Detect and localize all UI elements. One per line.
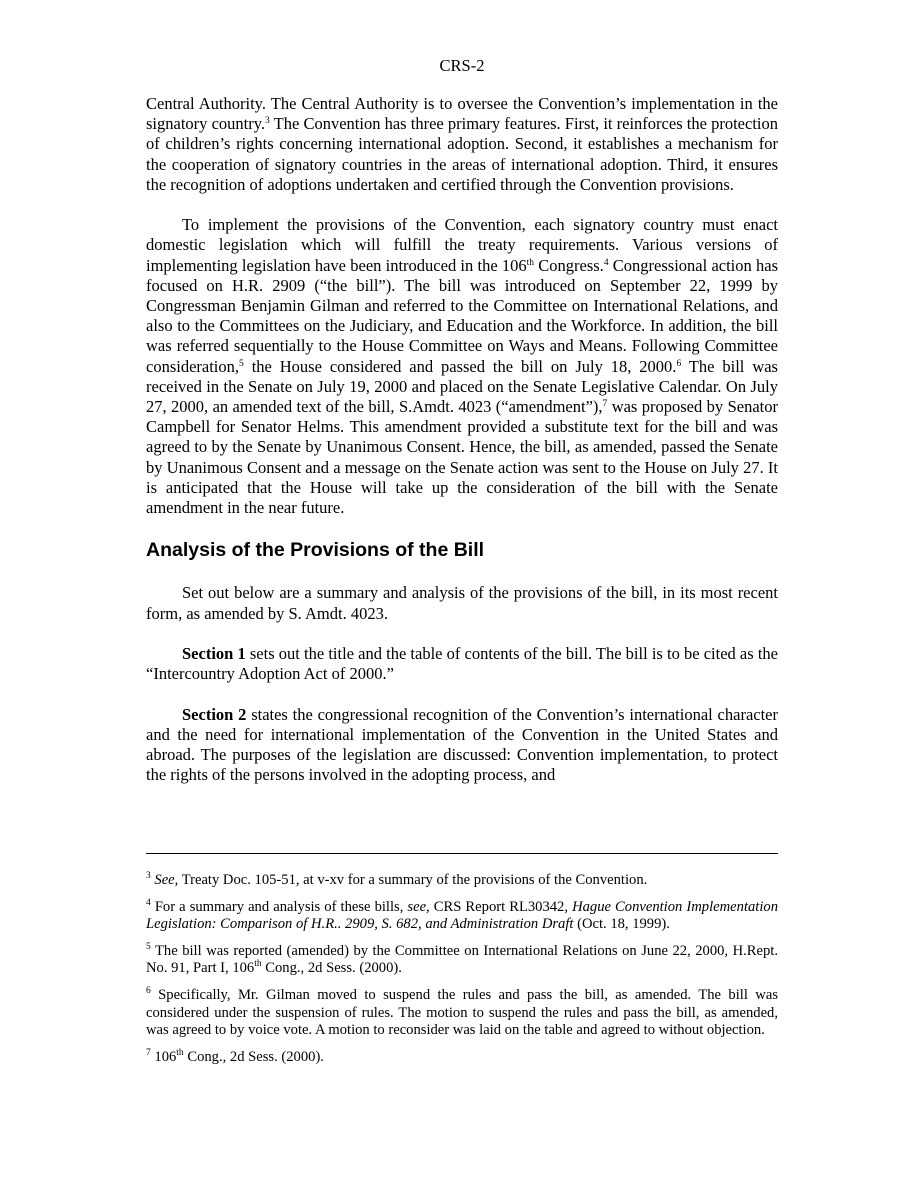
italic-title: Hague Convention Implementation Legislation: Comparison of H.R.. 2909, S. 682, and Administration Draft xyxy=(146,898,778,933)
paragraph-section-1 xyxy=(146,644,778,684)
text: Congressional action has focused on H.R. 2909 (“the bill”). The bill was introduced on September 22, 1999 by Congressman Benjamin Gilman and referred to the Committee on International Relations, and also to the Committees on the Judiciary, and Education and the Workforce. In addition, the bill was referred sequentially to the House Committee on Ways and Means. Following Committee consideration, xyxy=(146,255,778,376)
footnote-number: 4 xyxy=(146,897,151,908)
text: 106 xyxy=(150,1048,177,1065)
paragraph-section-2 xyxy=(146,705,778,786)
footnote-ref-3[interactable]: 3 xyxy=(265,116,270,127)
italic-text: see, xyxy=(407,898,430,915)
text: To implement the provisions of the Convention, each signatory country must enact domestic legislation which will fulfill the treaty requirements. Various versions of implementing legislation have been introduced in the 106 xyxy=(146,215,778,275)
text: The bill was received in the Senate on July 19, 2000 and placed on the Senate Legislative Calendar. On July 27, 2000, an amended text of the bill, S.Amdt. 4023 (“amendment”), xyxy=(146,356,778,417)
text: , Treaty Doc. 105-51, at v-xv for a summary of the provisions of the Convention. xyxy=(174,872,648,888)
footnote-number: 6 xyxy=(146,985,151,996)
text: (Oct. 18, 1999). xyxy=(573,916,670,933)
paragraph-1 xyxy=(146,94,778,195)
text: The Convention has three primary features. First, it reinforces the protection of children’s rights concerning international adoption. Second, it establishes a mechanism for the cooperation of signatory countries in the areas of international adoption. Third, it ensures the recognition of adoptions undertaken and certified through the Convention provisions. xyxy=(146,114,778,194)
paragraph-2 xyxy=(146,215,778,518)
page-header: CRS-2 xyxy=(439,56,485,75)
footnote-number: 3 xyxy=(146,871,151,881)
paragraph-3: Set out below are a summary and analysis of the provisions of the bill, in its most recent form, as amended by S. Amdt. 4023. xyxy=(146,583,778,623)
text: states the congressional recognition of the Convention’s international character and the need for international implementation of the Convention in the United States and abroad. The purposes of the legislation are discussed: Convention implementation, to protect the rights of the persons involved in the adopting process, and xyxy=(146,704,778,785)
footnote-divider xyxy=(146,853,778,854)
footnote-7 xyxy=(146,1049,778,1067)
text: Cong., 2d Sess. (2000). xyxy=(183,1048,324,1065)
text: the House considered and passed the bill on July 18, 2000. xyxy=(243,356,677,376)
footnote-6 xyxy=(146,987,778,1040)
footnote-ref-4[interactable]: 4 xyxy=(603,257,609,268)
superscript-th: th xyxy=(254,959,262,970)
text: Central Authority. The Central Authority is to oversee the Convention’s implementation in the signatory country. xyxy=(146,94,778,134)
footnote-ref-5[interactable]: 5 xyxy=(239,358,244,369)
body-text xyxy=(146,94,778,806)
italic-text: See xyxy=(154,872,175,888)
text: Specifically, Mr. Gilman moved to suspend the rules and pass the bill, as amended. The bill was considered under the suspension of rules. The motion to suspend the rules and pass the bill, as amended, was agreed to by voice vote. A motion to reconsider was laid on the table and agreed to without objection. xyxy=(146,986,778,1039)
footnote-number: 7 xyxy=(146,1047,151,1058)
text: was proposed by Senator Campbell for Senator Helms. This amendment provided a substitute text for the bill and was agreed to by the Senate by Unanimous Consent. Hence, the bill, as amended, passed the Senate by Unanimous Consent and a message on the Senate action was sent to the House on July 27. It is anticipated that the House will take up the consideration of the bill with the Senate amendment in the near future. xyxy=(146,397,778,518)
text: CRS Report RL30342, xyxy=(429,898,573,915)
superscript-th: th xyxy=(526,257,535,268)
section-heading: Analysis of the Provisions of the Bill xyxy=(146,539,485,562)
footnote-3 xyxy=(146,872,778,890)
footnote-4 xyxy=(146,899,778,934)
superscript-th: th xyxy=(176,1047,184,1058)
footnote-ref-6[interactable]: 6 xyxy=(676,358,682,369)
section-label: Section 2 xyxy=(182,704,247,724)
text: Congress. xyxy=(534,255,604,275)
section-label: Section 1 xyxy=(182,644,246,664)
footnote-ref-7[interactable]: 7 xyxy=(602,399,608,410)
text: The bill was reported (amended) by the Committee on International Relations on June 22, 2000, H.Rept. No. 91, Part I, 106 xyxy=(146,942,778,977)
text: For a summary and analysis of these bills, xyxy=(150,898,408,915)
text: sets out the title and the table of contents of the bill. The bill is to be cited as the “Intercountry Adoption Act of 2000.” xyxy=(146,644,778,684)
footnotes xyxy=(146,872,778,1075)
text: Cong., 2d Sess. (2000). xyxy=(261,960,402,977)
footnote-number: 5 xyxy=(146,941,151,952)
footnote-5 xyxy=(146,943,778,978)
